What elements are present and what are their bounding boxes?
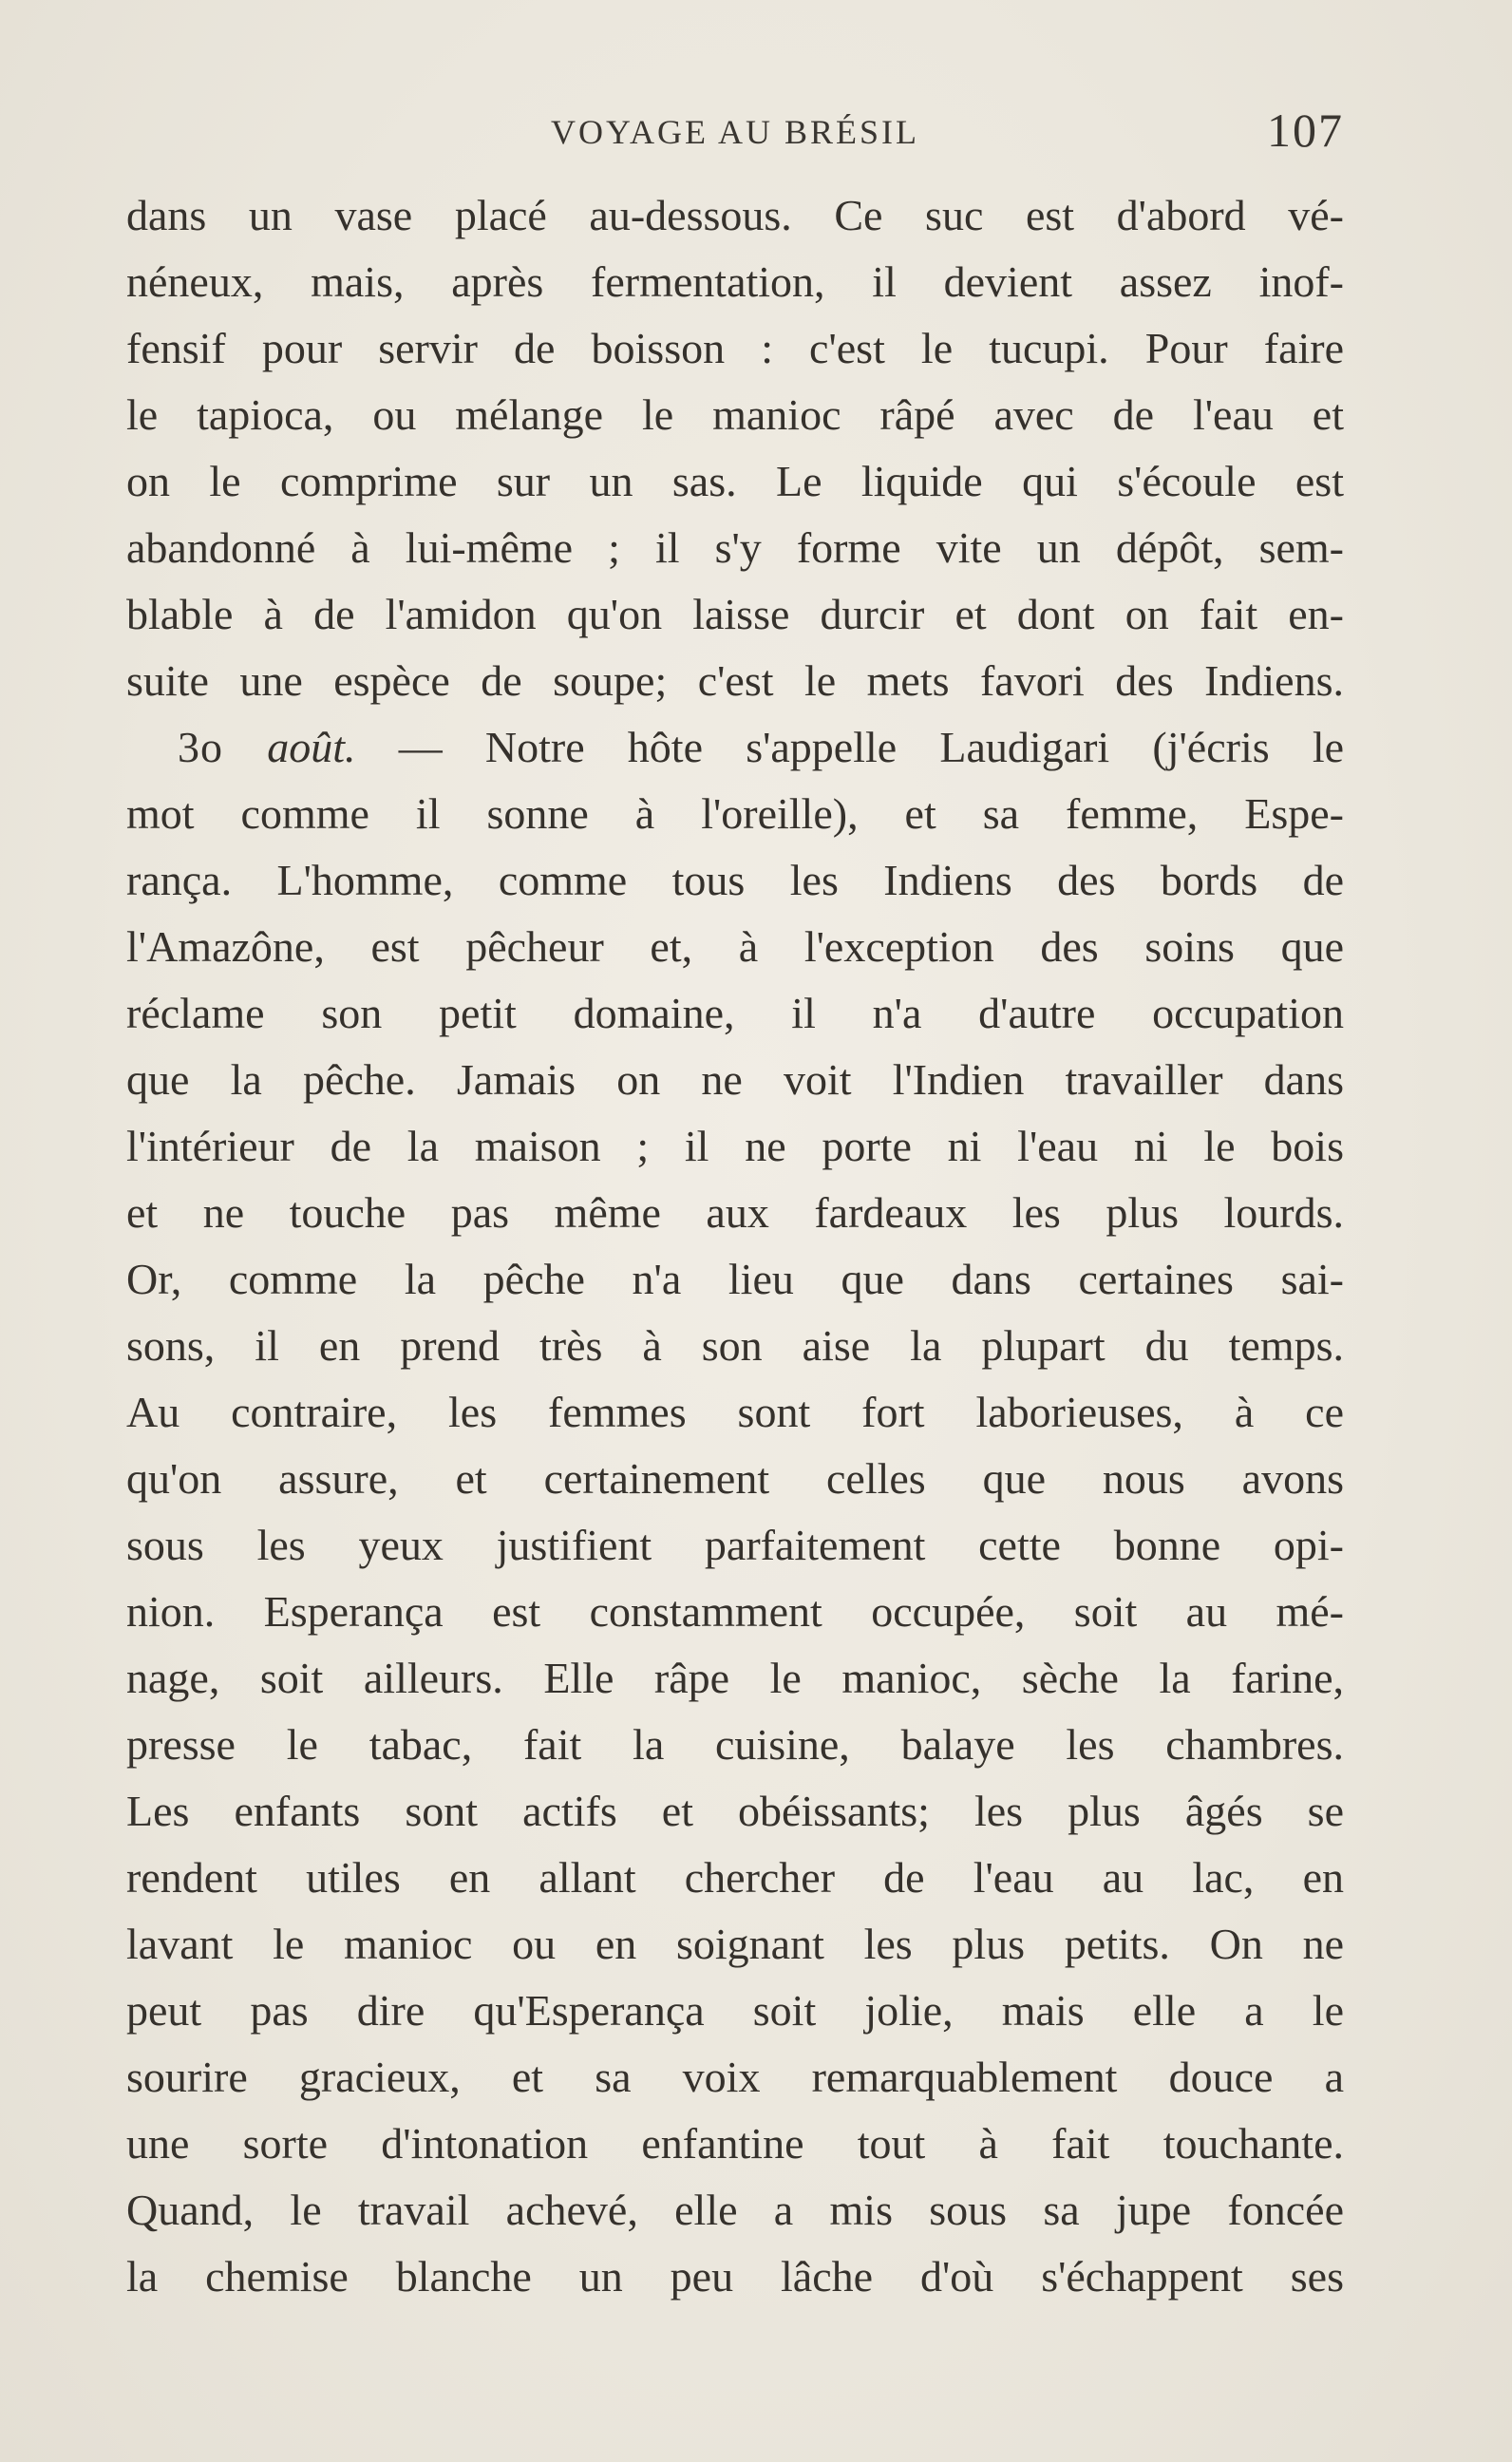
text-line: suite une espèce de soupe; c'est le mets favori des Indiens. — [126, 656, 1344, 705]
running-head — [126, 103, 1344, 160]
text-line: peut pas dire qu'Esperança soit jolie, mais elle a le — [126, 1986, 1344, 2035]
text-line: lavant le manioc ou en soignant les plus petits. On ne — [126, 1920, 1344, 1968]
text-line: rendent utiles en allant chercher de l'eau au lac, en — [126, 1853, 1344, 1902]
text-line-dated — [126, 714, 1344, 781]
text-line-rest: — Notre hôte s'appelle Laudigari (j'écris le — [398, 723, 1344, 771]
entry-date-month: août. — [267, 723, 356, 771]
text-line: abandonné à lui-même ; il s'y forme vite un dépôt, sem- — [126, 523, 1344, 572]
text-line: la chemise blanche un peu lâche d'où s'échappent ses — [126, 2252, 1344, 2301]
text-line: une sorte d'intonation enfantine tout à fait touchante. — [126, 2119, 1344, 2168]
paragraph-2 — [126, 714, 1344, 2310]
text-line: Quand, le travail achevé, elle a mis sous sa jupe foncée — [126, 2186, 1344, 2234]
text-line: réclame son petit domaine, il n'a d'autre occupation — [126, 989, 1344, 1037]
text-line: l'Amazône, est pêcheur et, à l'exception des soins que — [126, 922, 1344, 971]
text-line: fensif pour servir de boisson : c'est le tucupi. Pour faire — [126, 324, 1344, 372]
text-line: sous les yeux justifient parfaitement cette bonne opi- — [126, 1521, 1344, 1569]
text-line: Les enfants sont actifs et obéissants; les plus âgés se — [126, 1787, 1344, 1835]
text-line: mot comme il sonne à l'oreille), et sa femme, Espe- — [126, 789, 1344, 838]
paragraph-1 — [126, 182, 1344, 714]
text-line: que la pêche. Jamais on ne voit l'Indien travailler dans — [126, 1055, 1344, 1104]
text-line: l'intérieur de la maison ; il ne porte ni l'eau ni le bois — [126, 1122, 1344, 1170]
text-line: Or, comme la pêche n'a lieu que dans certaines sai- — [126, 1255, 1344, 1303]
text-line: nion. Esperança est constamment occupée, soit au mé- — [126, 1587, 1344, 1636]
text-line: qu'on assure, et certainement celles que nous avons — [126, 1454, 1344, 1503]
text-line: rança. L'homme, comme tous les Indiens des bords de — [126, 856, 1344, 904]
text-line: le tapioca, ou mélange le manioc râpé avec de l'eau et — [126, 390, 1344, 439]
page-number: 107 — [1267, 104, 1344, 157]
text-line: néneux, mais, après fermentation, il devient assez inof- — [126, 257, 1344, 306]
text-line: Au contraire, les femmes sont fort laborieuses, à ce — [126, 1388, 1344, 1436]
text-line: blable à de l'amidon qu'on laisse durcir et dont on fait en- — [126, 590, 1344, 638]
text-line: nage, soit ailleurs. Elle râpe le manioc, sèche la farine, — [126, 1654, 1344, 1702]
text-line: on le comprime sur un sas. Le liquide qui s'écoule est — [126, 457, 1344, 505]
text-line: sourire gracieux, et sa voix remarquablement douce a — [126, 2053, 1344, 2101]
text-line: presse le tabac, fait la cuisine, balaye les chambres. — [126, 1720, 1344, 1769]
running-title: VOYAGE AU BRÉSIL — [550, 113, 919, 151]
body-text — [126, 182, 1344, 2310]
text-line: dans un vase placé au-dessous. Ce suc est d'abord vé- — [126, 191, 1344, 239]
text-line: sons, il en prend très à son aise la plupart du temps. — [126, 1321, 1344, 1370]
entry-date-number: 3o — [178, 723, 223, 771]
text-line: et ne touche pas même aux fardeaux les plus lourds. — [126, 1188, 1344, 1237]
